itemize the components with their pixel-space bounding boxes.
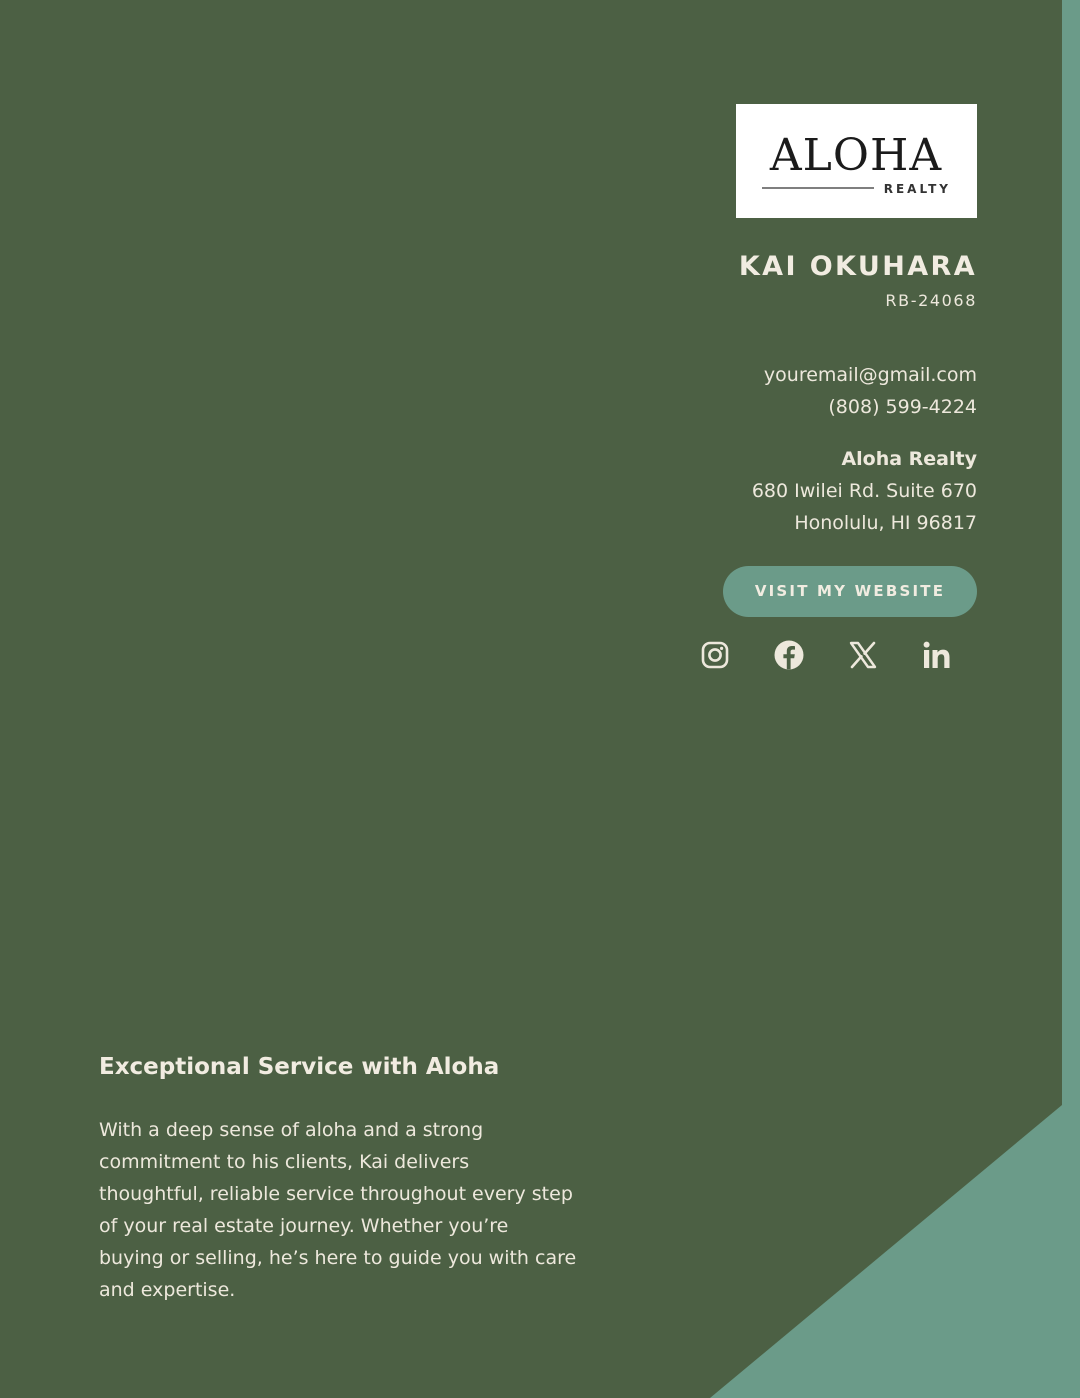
- company-address: [697, 443, 977, 539]
- about-title: Exceptional Service with Aloha: [99, 1054, 500, 1080]
- visit-website-button[interactable]: VISIT MY WEBSITE: [723, 566, 977, 617]
- about-body: With a deep sense of aloha and a strong commitment to his clients, Kai delivers thoughtful, reliable service throughout every step of your real estate journey. Whether you’re buying or selling, he’s here to guide you with care and expertise.: [99, 1119, 577, 1301]
- license-number: RB-24068: [885, 291, 977, 310]
- facebook-icon[interactable]: [773, 639, 805, 671]
- about-section: [99, 1050, 599, 1306]
- contact-card: [697, 104, 977, 673]
- social-links: [697, 639, 977, 673]
- company-name: Aloha Realty: [841, 448, 977, 470]
- contact-details: [697, 359, 977, 423]
- email-link[interactable]: youremail@gmail.com: [763, 364, 977, 386]
- address-line-1: 680 Iwilei Rd. Suite 670: [751, 480, 977, 502]
- phone-link[interactable]: (808) 599-4224: [828, 396, 977, 418]
- logo-subtitle: REALTY: [883, 182, 951, 196]
- linkedin-icon[interactable]: [921, 639, 953, 671]
- company-logo: [736, 104, 977, 218]
- address-line-2: Honolulu, HI 96817: [794, 512, 977, 534]
- logo-wordmark: ALOHA: [769, 130, 943, 181]
- instagram-icon[interactable]: [699, 639, 731, 671]
- x-icon[interactable]: [847, 639, 879, 671]
- agent-name: KAI OKUHARA: [738, 251, 977, 282]
